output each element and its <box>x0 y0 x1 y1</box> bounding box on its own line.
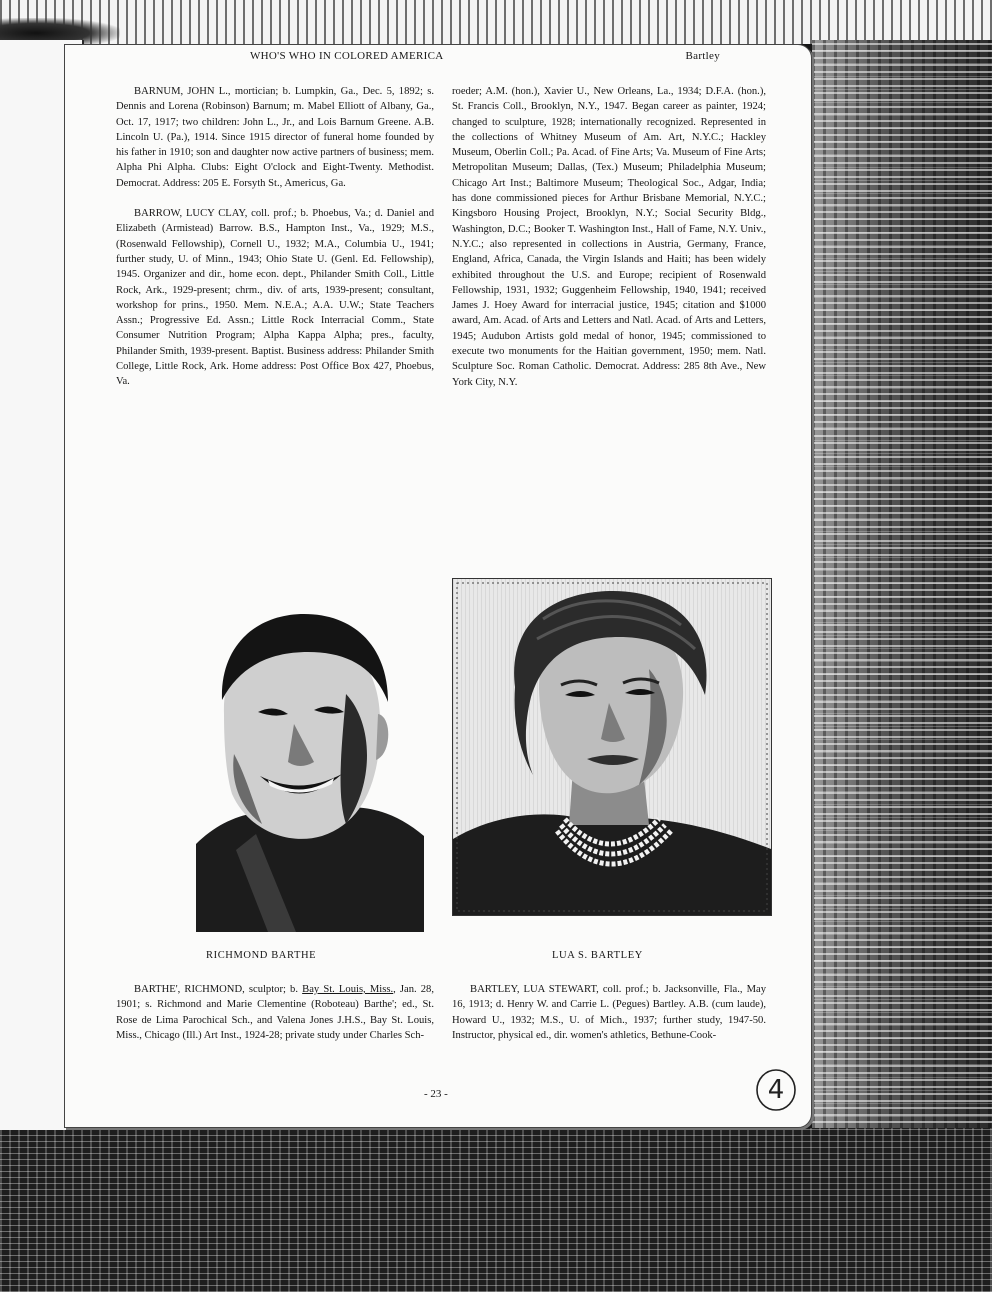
annotation-number: 4 <box>767 1075 785 1105</box>
portrait-bartley-drawing <box>453 579 771 915</box>
entry-barthe-continued: roeder; A.M. (hon.), Xavier U., New Orleans, La., 1934; D.F.A. (hon.), St. Francis Coll., Brooklyn, N.Y., 1947. Began career as painter, 1924; changed to sculpture, 1928; internationally recognized. Represented in the collections of Whitney Museum of Am. Art, N.Y.C.; Hackley Museum, Oberlin Coll.; Pa. Acad. of Fine Arts; Va. Museum of Fine Arts; Metropolitan Museum; Dallas, (Tex.) Museum; Philadelphia Museum; Chicago Art Inst.; Baltimore Museum; Theological Soc., Adgar, India; has done commissioned pieces for Arthur Brisbane Memorial, N.Y.C.; Kingsboro Housing Project, Brooklyn, N.Y.; Social Security Bldg., Washington, D.C.; Booker T. Washington Inst., Hall of Fame, N.Y. Univ., N.Y.C.; also represented in collections in Austria, Germany, France, England, Africa, Canada, the Virgin Islands and Haiti; has been widely exhibited throughout the U.S. and Europe; recipient of Rosenwald Fellowship, 1931, 1932; Guggenheim Fellowship, 1940, 1941; received James J. Hoey Award for interracial justice, 1945; citation and $1000 award, Am. Acad. of Arts and Letters and Natl. Acad. of Arts and Letters, 1945; Audubon Artists gold medal of honor, 1945; commissioned to execute two monuments for the Haitian government, 1950; mem. Natl. Sculpture Soc. Roman Catholic. Democrat. Address: 285 8th Ave., New York City, N.Y. <box>452 86 766 388</box>
annotation-circle <box>754 1068 798 1112</box>
entry-barthe-birthplace: Bay St. Louis, Miss. <box>302 984 394 995</box>
running-title: WHO'S WHO IN COLORED AMERICA <box>250 50 444 62</box>
left-column-bottom <box>116 982 434 1043</box>
right-column-bottom <box>452 982 766 1043</box>
scan-right-margin <box>812 40 992 1130</box>
caption-richmond-barthe: RICHMOND BARTHE <box>206 950 317 961</box>
entry-barnum: BARNUM, JOHN L., mortician; b. Lumpkin, Ga., Dec. 5, 1892; s. Dennis and Lorena (Robinson) Barnum; m. Mabel Elliott of Albany, Ga., Oct. 17, 1917; two children: John L., Jr., and Lois Barnum Greene. A.B. Lincoln U. (Pa.), 1914. Since 1915 director of funeral home founded by his father in 1910; son and daughter now active partners of business; mem. Alpha Phi Alpha. Clubs: Eight O'clock and Eight-Twenty. Methodist. Democrat. Address: 205 E. Forsyth St., Americus, Ga. <box>116 86 434 189</box>
guide-word: Bartley <box>685 50 720 62</box>
caption-lua-bartley: LUA S. BARTLEY <box>552 950 643 961</box>
page-number: - 23 - <box>424 1088 448 1100</box>
portrait-richmond-barthe <box>196 604 424 932</box>
portrait-lua-bartley <box>452 578 772 916</box>
scan-top-edge <box>0 0 992 44</box>
right-column-top <box>452 84 766 390</box>
entry-bartley: BARTLEY, LUA STEWART, coll. prof.; b. Jacksonville, Fla., May 16, 1913; d. Henry W. and Carrie L. (Pegues) Bartley. A.B. (cum laude), Howard U., 1932; M.S., U. of Mich., 1937; further study, 1947-50. Instructor, physical ed., dir. women's athletics, Bethune-Cook- <box>452 984 766 1041</box>
entry-barrow: BARROW, LUCY CLAY, coll. prof.; b. Phoebus, Va.; d. Daniel and Elizabeth (Armistead) Barrow. B.S., Hampton Inst., Va., 1929; M.S., (Rosenwald Fellowship), Cornell U., 1932; M.A., Columbia U., 1941; further study, U. of Minn., 1943; Ohio State U. (Genl. Ed. Fellowship), 1945. Organizer and dir., home econ. dept., Philander Smith Coll., Little Rock, Ark., 1929-present; chrm., div. of arts, 1939-present; consultant, workshop for prins., 1950. Mem. N.E.A.; A.A. U.W.; State Teachers Assn.; Progressive Ed. Assn.; Little Rock Interracial Comm., State Consumer Nutrition Program; Alpha Kappa Alpha; pres., faculty, Philander Smith, 1939-present. Baptist. Business address: Philander Smith College, Little Rock, Ark. Home address: Post Office Box 427, Phoebus, Va. <box>116 208 434 388</box>
handwritten-annotation <box>754 1068 798 1112</box>
entry-barthe-lead: BARTHE', RICHMOND, sculptor; b. <box>134 984 299 995</box>
left-column-top <box>116 84 434 390</box>
scan-bottom-margin <box>0 1128 992 1292</box>
portrait-barthe-drawing <box>196 604 424 932</box>
entry-barthe <box>116 982 434 1043</box>
entry-barthe-rest: , Jan. 28, 1901; s. Richmond and Marie Clementine (Roboteau) Barthe'; ed., St. Rose de Lima Parochical Sch., and Valena Jones J.H.S., Bay St. Louis, Miss., Chicago (Ill.) Art Inst., 1924-28; private study under Charles Sch- <box>116 984 434 1041</box>
